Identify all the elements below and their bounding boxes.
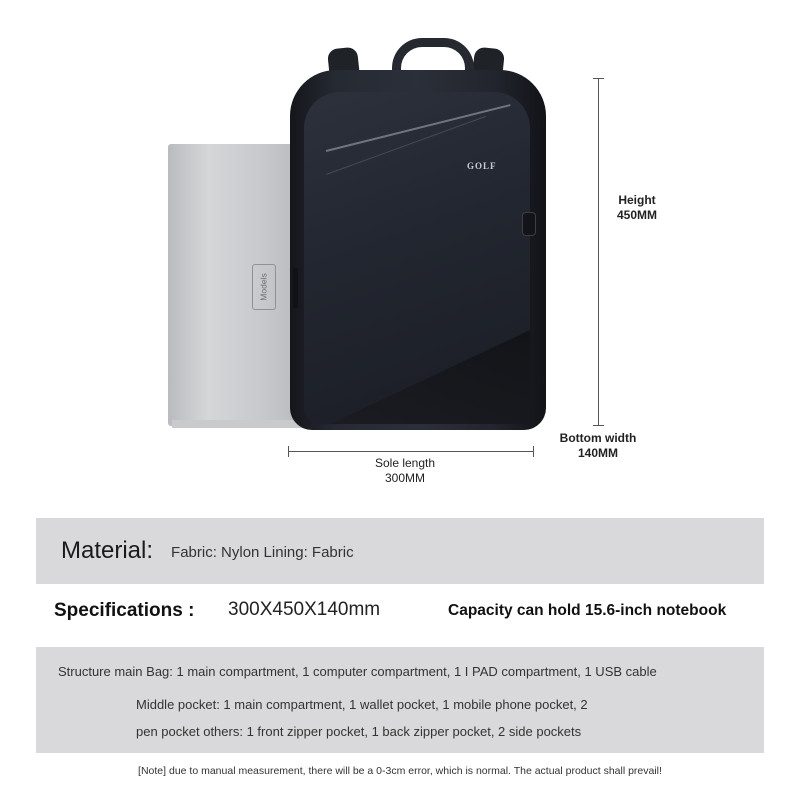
material-value: Fabric: Nylon Lining: Fabric	[171, 543, 354, 561]
bottom-width-dimension-label	[546, 431, 650, 461]
sole-length-dimension-label	[350, 456, 460, 486]
material-band	[36, 518, 764, 584]
sole-length-label: Sole length	[374, 456, 436, 470]
height-value: 450MM	[616, 208, 657, 222]
height-dimension-cap-top	[593, 78, 604, 79]
usb-port-icon	[522, 212, 536, 236]
structure-line-others: pen pocket others: 1 front zipper pocket, 1 back zipper pocket, 2 side pockets	[136, 724, 582, 739]
bottom-width-label: Bottom width	[559, 431, 637, 445]
specifications-title: Specifications :	[54, 600, 195, 621]
length-dimension-line	[288, 451, 534, 452]
specifications-row	[54, 598, 774, 628]
specifications-dimensions: 300X450X140mm	[228, 599, 381, 620]
structure-line-middle: Middle pocket: 1 main compartment, 1 wallet pocket, 1 mobile phone pocket, 2	[136, 697, 588, 712]
side-zipper	[293, 268, 298, 308]
capacity-text: Capacity can hold 15.6-inch notebook	[448, 602, 727, 619]
structure-line-main: Structure main Bag: 1 main compartment, 1 computer compartment, 1 I PAD compartment, 1 USB cable	[58, 664, 657, 679]
length-dimension-cap-right	[533, 446, 534, 457]
height-label: Height	[618, 193, 656, 207]
sole-length-value: 300MM	[384, 471, 425, 485]
measurement-note: [Note] due to manual measurement, there will be a 0-3cm error, which is normal. The actual product shall prevail!	[138, 765, 662, 777]
backpack-logo: GOLF	[467, 161, 497, 171]
laptop-model-badge	[252, 264, 276, 310]
height-dimension-line	[598, 78, 599, 425]
structure-band	[36, 647, 764, 753]
height-dimension-cap-bottom	[593, 425, 604, 426]
height-dimension-label	[604, 193, 670, 223]
bottom-width-value: 140MM	[577, 446, 618, 460]
material-title: Material:	[61, 537, 154, 564]
laptop-badge-text: Models	[259, 273, 269, 301]
length-dimension-cap-left	[288, 446, 289, 457]
